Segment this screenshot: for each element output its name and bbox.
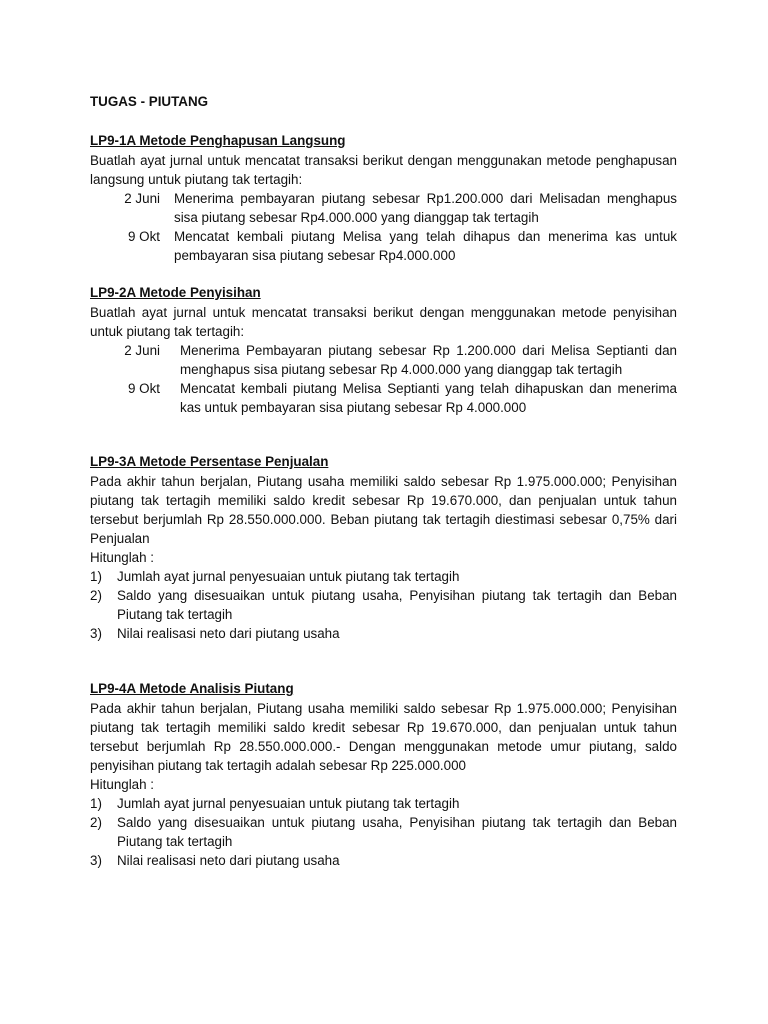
- section-intro: Pada akhir tahun berjalan, Piutang usaha memiliki saldo sebesar Rp 1.975.000.000; Penyisihan piutang tak tertagih memiliki saldo kredit sebesar Rp 19.670.000, dan penjualan untuk tahun tersebut berjumlah Rp 28.550.000.000. Beban piutang tak tertagih diestimasi sebesar 0,75% dari Penjualan: [90, 474, 677, 546]
- list-item: [90, 851, 677, 870]
- entry-text: Mencatat kembali piutang Melisa yang telah dihapus dan menerima kas untuk pembayaran sisa piutang sebesar Rp4.000.000: [174, 229, 677, 263]
- section-lp9-3a: [90, 452, 677, 643]
- section-lp9-2a: [90, 283, 677, 417]
- section-prompt: Hitunglah :: [90, 777, 155, 792]
- section-heading: LP9-4A Metode Analisis Piutang: [90, 681, 294, 696]
- item-number: 3): [90, 626, 102, 641]
- item-text: Jumlah ayat jurnal penyesuaian untuk piutang tak tertagih: [117, 569, 460, 584]
- item-number: 2): [90, 588, 102, 603]
- entry-date: 2 Juni: [124, 343, 160, 358]
- section-intro: Buatlah ayat jurnal untuk mencatat transaksi berikut dengan menggunakan metode penghapusan langsung untuk piutang tak tertagih:: [90, 153, 677, 187]
- list-item: [90, 624, 677, 643]
- transaction-entry: [90, 341, 677, 379]
- entry-date: 9 Okt: [128, 229, 160, 244]
- section-lp9-4a: [90, 679, 677, 870]
- list-item: [90, 567, 677, 586]
- entry-text: Mencatat kembali piutang Melisa Septianti yang telah dihapuskan dan menerima kas untuk pembayaran sisa piutang sebesar Rp 4.000.000: [180, 381, 677, 415]
- item-number: 2): [90, 815, 102, 830]
- section-intro: Buatlah ayat jurnal untuk mencatat transaksi berikut dengan menggunakan metode penyisihan untuk piutang tak tertagih:: [90, 305, 677, 339]
- section-prompt: Hitunglah :: [90, 550, 155, 565]
- transaction-entry: [90, 379, 677, 417]
- list-item: [90, 794, 677, 813]
- item-text: Nilai realisasi neto dari piutang usaha: [117, 853, 340, 868]
- section-heading: LP9-1A Metode Penghapusan Langsung: [90, 133, 346, 148]
- entry-text: Menerima Pembayaran piutang sebesar Rp 1.200.000 dari Melisa Septianti dan menghapus sisa piutang sebesar Rp 4.000.000 yang dianggap tak tertagih: [180, 343, 677, 377]
- section-lp9-1a: [90, 131, 677, 265]
- item-text: Nilai realisasi neto dari piutang usaha: [117, 626, 340, 641]
- item-text: Saldo yang disesuaikan untuk piutang usaha, Penyisihan piutang tak tertagih dan Beban Piutang tak tertagih: [117, 588, 677, 622]
- entry-date: 2 Juni: [124, 191, 160, 206]
- entry-text: Menerima pembayaran piutang sebesar Rp1.200.000 dari Melisadan menghapus sisa piutang sebesar Rp4.000.000 yang dianggap tak tertagih: [174, 191, 677, 225]
- transaction-entry: [90, 189, 677, 227]
- document-title: TUGAS - PIUTANG: [90, 94, 209, 109]
- list-item: [90, 586, 677, 624]
- list-item: [90, 813, 677, 851]
- item-number: 1): [90, 569, 102, 584]
- section-heading: LP9-3A Metode Persentase Penjualan: [90, 454, 329, 469]
- item-number: 1): [90, 796, 102, 811]
- item-number: 3): [90, 853, 102, 868]
- section-heading: LP9-2A Metode Penyisihan: [90, 285, 261, 300]
- transaction-entry: [90, 227, 677, 265]
- item-text: Saldo yang disesuaikan untuk piutang usaha, Penyisihan piutang tak tertagih dan Beban Piutang tak tertagih: [117, 815, 677, 849]
- item-text: Jumlah ayat jurnal penyesuaian untuk piutang tak tertagih: [117, 796, 460, 811]
- section-intro: Pada akhir tahun berjalan, Piutang usaha memiliki saldo sebesar Rp 1.975.000.000; Penyisihan piutang tak tertagih memiliki saldo kredit sebesar Rp 19.670.000, dan penjualan untuk tahun tersebut berjumlah Rp 28.550.000.000.- Dengan menggunakan metode umur piutang, saldo penyisihan piutang tak tertagih adalah sebesar Rp 225.000.000: [90, 701, 677, 773]
- entry-date: 9 Okt: [128, 381, 160, 396]
